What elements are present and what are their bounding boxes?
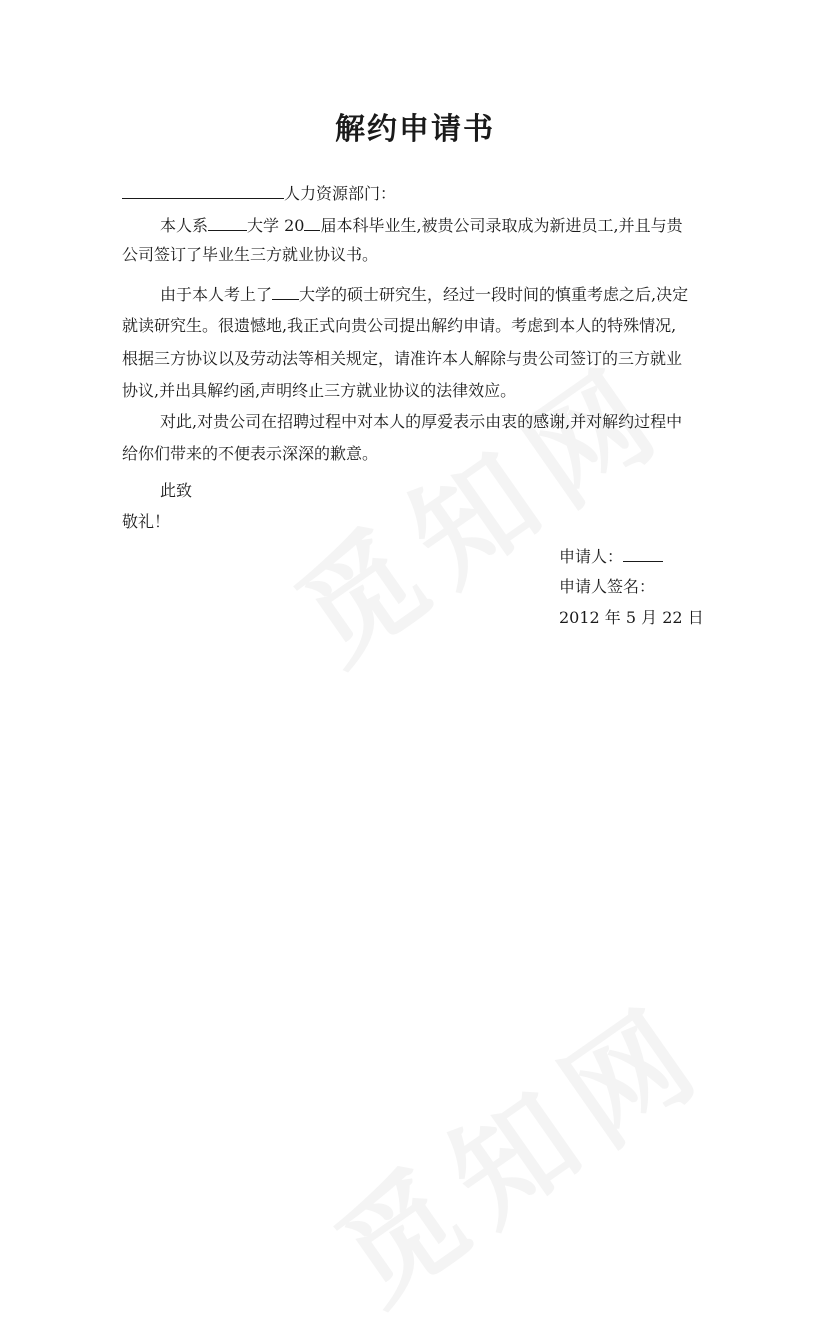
text-segment: 本人系 xyxy=(160,216,209,235)
text-segment: 大学 20 xyxy=(247,216,305,235)
text-segment: 由于本人考上了 xyxy=(160,285,273,304)
salutation-text: 人力资源部门： xyxy=(284,184,397,203)
text-segment: 届本科毕业生,被贵公司录取成为新进员工,并且与贵 xyxy=(320,216,683,235)
document-title: 解约申请书 xyxy=(335,112,495,147)
watermark xyxy=(258,317,696,695)
applicant-label: 申请人： xyxy=(559,547,624,566)
applicant-line xyxy=(559,545,663,567)
watermark xyxy=(298,957,736,1335)
paragraph3-line1: 对此,对贵公司在招聘过程中对本人的厚爱表示由衷的感谢,并对解约过程中 xyxy=(160,412,683,431)
closing-line1: 此致 xyxy=(160,481,193,500)
date: 2012 年 5 月 22 日 xyxy=(559,608,704,627)
signature-label: 申请人签名： xyxy=(559,577,656,596)
year-blank xyxy=(304,214,320,231)
graduate-university-blank xyxy=(272,283,299,300)
paragraph2-line2: 就读研究生。很遗憾地,我正式向贵公司提出解约申请。考虑到本人的特殊情况, xyxy=(122,316,677,335)
closing-line2: 敬礼！ xyxy=(122,512,171,531)
paragraph1-line1 xyxy=(160,214,683,236)
department-blank xyxy=(122,182,284,199)
applicant-name-blank xyxy=(623,545,663,562)
text-segment: 大学的硕士研究生，经过一段时间的慎重考虑之后,决定 xyxy=(299,285,689,304)
paragraph2-line3: 根据三方协议以及劳动法等相关规定，请准许本人解除与贵公司签订的三方就业 xyxy=(122,349,683,368)
paragraph2-line1 xyxy=(160,283,688,305)
salutation-line xyxy=(122,182,396,204)
paragraph1-line2: 公司签订了毕业生三方就业协议书。 xyxy=(122,245,379,264)
university-blank xyxy=(208,214,247,231)
paragraph2-line4: 协议,并出具解约函,声明终止三方就业协议的法律效应。 xyxy=(122,381,517,400)
paragraph3-line2: 给你们带来的不便表示深深的歉意。 xyxy=(122,444,379,463)
